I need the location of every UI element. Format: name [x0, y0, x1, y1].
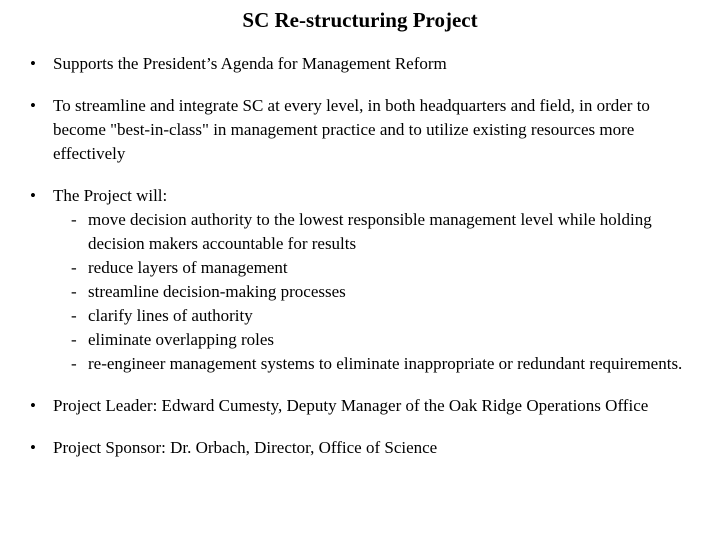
- sub-item-text: reduce layers of management: [88, 258, 288, 277]
- bullet-text: To streamline and integrate SC at every level, in both headquarters and field, in order to become "best-in-class" in management practice and to utilize existing resources more effectively: [53, 96, 650, 163]
- sub-item-text: clarify lines of authority: [88, 306, 253, 325]
- sub-item-text: move decision authority to the lowest responsible management level while holding decision makers accountable for results: [88, 210, 652, 253]
- dash-icon: -: [71, 330, 77, 349]
- sub-item: [53, 328, 700, 352]
- dash-icon: -: [71, 210, 77, 229]
- dash-icon: -: [71, 354, 77, 373]
- bullet-text: Project Sponsor: Dr. Orbach, Director, Office of Science: [53, 438, 438, 457]
- slide-title: SC Re-structuring Project: [242, 8, 478, 32]
- dash-icon: -: [71, 282, 77, 301]
- bullet-icon: •: [30, 54, 36, 73]
- sub-item-text: re-engineer management systems to eliminate inappropriate or redundant requirements.: [88, 354, 683, 373]
- sub-item: [53, 256, 700, 280]
- bullet-icon: •: [30, 186, 36, 205]
- bullet-text: The Project will:: [53, 186, 168, 205]
- bullet-text: Project Leader: Edward Cumesty, Deputy Manager of the Oak Ridge Operations Office: [53, 396, 649, 415]
- bullet-icon: •: [30, 438, 36, 457]
- bullet-icon: •: [30, 396, 36, 415]
- sub-item: [53, 280, 700, 304]
- sub-list: [53, 208, 700, 376]
- dash-icon: -: [71, 258, 77, 277]
- sub-item-text: streamline decision-making processes: [88, 282, 346, 301]
- sub-item: [53, 352, 700, 376]
- sub-item: [53, 304, 700, 328]
- dash-icon: -: [71, 306, 77, 325]
- bullet-list: [30, 52, 700, 478]
- bullet-item: [30, 394, 700, 418]
- bullet-icon: •: [30, 96, 36, 115]
- bullet-item: [30, 94, 700, 166]
- bullet-text: Supports the President’s Agenda for Management Reform: [53, 54, 447, 73]
- bullet-item: [30, 52, 700, 76]
- sub-item-text: eliminate overlapping roles: [88, 330, 274, 349]
- sub-item: [53, 208, 700, 256]
- bullet-item: [30, 436, 700, 460]
- bullet-item: [30, 184, 700, 376]
